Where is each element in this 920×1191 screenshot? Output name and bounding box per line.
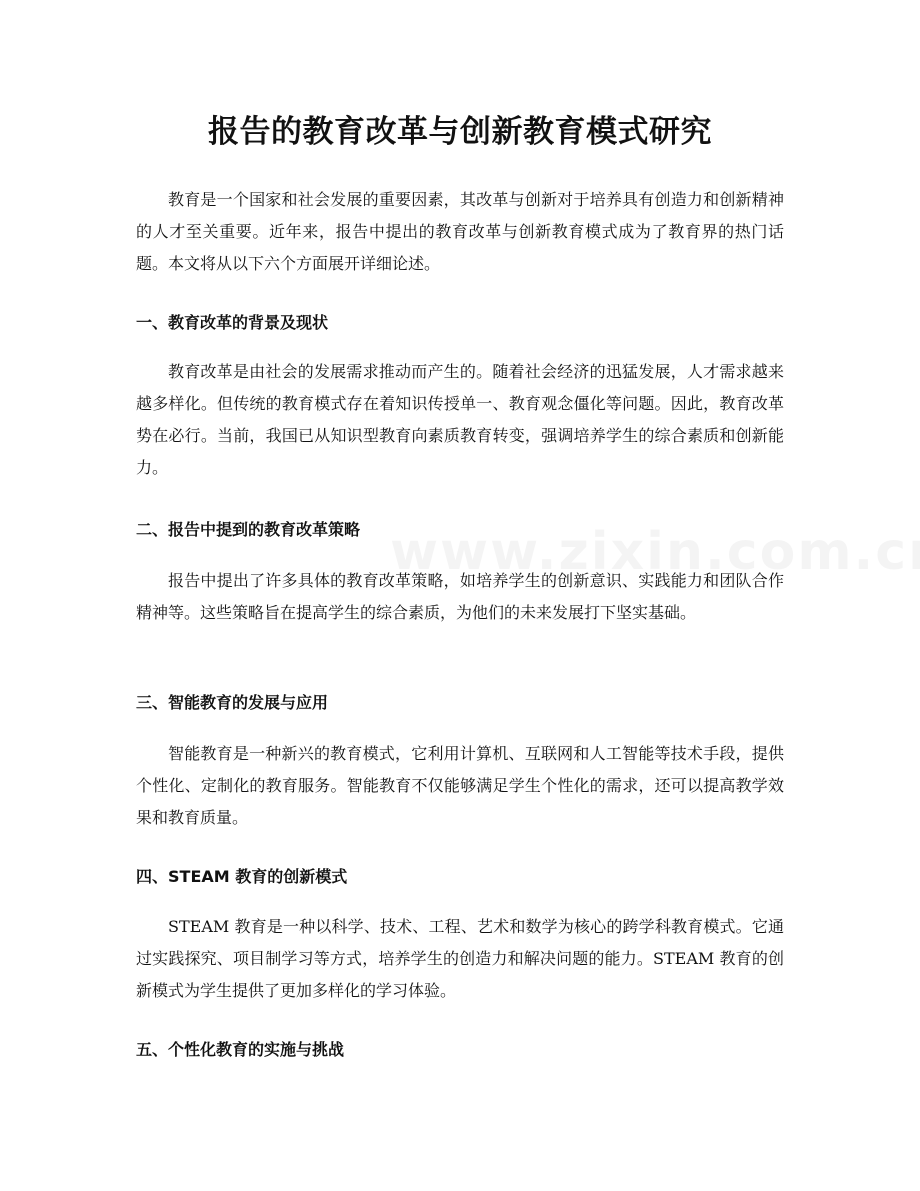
section-2-heading: 二、报告中提到的教育改革策略 <box>136 520 361 539</box>
intro-paragraph: 教育是一个国家和社会发展的重要因素，其改革与创新对于培养具有创造力和创新精神的人才至关重要。近年来，报告中提出的教育改革与创新教育模式成为了教育界的热门话题。本文将从以下六个方面展开详细论述。 <box>136 190 784 273</box>
document-title: 报告的教育改革与创新教育模式研究 <box>208 114 712 150</box>
section-3-body: 智能教育是一种新兴的教育模式，它利用计算机、互联网和人工智能等技术手段，提供个性化、定制化的教育服务。智能教育不仅能够满足学生个性化的需求，还可以提高教学效果和教育质量。 <box>136 744 784 827</box>
section-3-heading: 三、智能教育的发展与应用 <box>136 693 329 712</box>
section-4-body: STEAM 教育是一种以科学、技术、工程、艺术和数学为核心的跨学科教育模式。它通过实践探究、项目制学习等方式，培养学生的创造力和解决问题的能力。STEAM 教育的创新模式为学生提供了更加多样化的学习体验。 <box>136 917 784 1000</box>
section-1-heading: 一、教育改革的背景及现状 <box>136 313 329 332</box>
section-2-body: 报告中提出了许多具体的教育改革策略，如培养学生的创新意识、实践能力和团队合作精神等。这些策略旨在提高学生的综合素质，为他们的未来发展打下坚实基础。 <box>136 571 784 622</box>
section-5-heading: 五、个性化教育的实施与挑战 <box>136 1040 345 1059</box>
section-1-body: 教育改革是由社会的发展需求推动而产生的。随着社会经济的迅猛发展，人才需求越来越多样化。但传统的教育模式存在着知识传授单一、教育观念僵化等问题。因此，教育改革势在必行。当前，我国已从知识型教育向素质教育转变，强调培养学生的综合素质和创新能力。 <box>136 362 784 477</box>
section-4-heading: 四、STEAM 教育的创新模式 <box>136 867 348 886</box>
